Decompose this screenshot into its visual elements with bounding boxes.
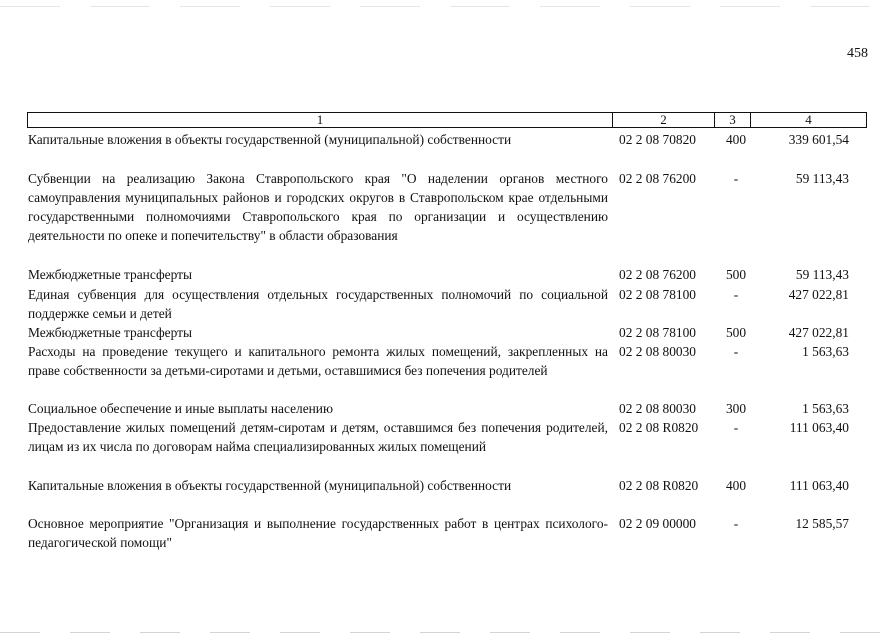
- table-header: [27, 112, 867, 128]
- row-description: Социальное обеспечение и иные выплаты населению: [28, 401, 333, 416]
- row-amount: 12 585,57: [795, 516, 849, 531]
- row-code: 02 2 08 76200: [619, 171, 696, 186]
- row-amount: 59 113,43: [795, 171, 849, 186]
- row-description: Предоставление жилых помещений детям-сиротам и детям, оставшимся без попечения родителей, лицам из их числа по договорам найма специализированных жилых помещений: [28, 420, 608, 454]
- row-description: Межбюджетные трансферты: [28, 267, 192, 282]
- row-expense-type: -: [733, 420, 739, 435]
- row-code: 02 2 08 70820: [619, 132, 696, 147]
- row-amount: 59 113,43: [795, 267, 849, 282]
- row-expense-type: 500: [725, 267, 747, 282]
- row-expense-type: -: [733, 344, 739, 359]
- header-col-1: 1: [316, 112, 324, 127]
- row-amount: 1 563,63: [802, 344, 849, 359]
- row-description: Основное мероприятие "Организация и выполнение государственных работ в центрах психолого-педагогической помощи": [28, 516, 608, 550]
- row-code: 02 2 09 00000: [619, 516, 696, 531]
- page-number: 458: [847, 46, 868, 61]
- row-expense-type: -: [733, 516, 739, 531]
- row-code: 02 2 08 76200: [619, 267, 696, 282]
- row-code: 02 2 08 80030: [619, 344, 696, 359]
- row-code: 02 2 08 78100: [619, 287, 696, 302]
- row-amount: 111 063,40: [789, 420, 849, 435]
- scan-artifact-top: [0, 6, 894, 7]
- header-col-2: 2: [612, 113, 714, 127]
- row-code: 02 2 08 80030: [619, 401, 696, 416]
- header-col-4: 4: [750, 113, 866, 127]
- row-expense-type: -: [733, 287, 739, 302]
- row-expense-type: 400: [725, 478, 747, 493]
- row-amount: 339 601,54: [788, 132, 849, 147]
- row-amount: 1 563,63: [802, 401, 849, 416]
- row-amount: 427 022,81: [788, 325, 849, 340]
- row-expense-type: -: [733, 171, 739, 186]
- row-expense-type: 400: [725, 132, 747, 147]
- row-code: 02 2 08 78100: [619, 325, 696, 340]
- row-expense-type: 300: [725, 401, 747, 416]
- row-amount: 111 063,40: [789, 478, 849, 493]
- row-description: Капитальные вложения в объекты государственной (муниципальной) собственности: [28, 478, 512, 493]
- row-description: Расходы на проведение текущего и капитального ремонта жилых помещений, закрепленных на праве собственности за детьми-сиротами и детьми, оставшимися без попечения родителей: [28, 344, 608, 378]
- row-description: Единая субвенция для осуществления отдельных государственных полномочий по социальной поддержке семьи и детей: [28, 287, 608, 321]
- row-code: 02 2 08 R0820: [619, 478, 699, 493]
- row-description: Капитальные вложения в объекты государственной (муниципальной) собственности: [28, 132, 512, 147]
- header-col-3: 3: [714, 113, 750, 127]
- row-description: Субвенции на реализацию Закона Ставропольского края "О наделении органов местного самоуправления муниципальных районов и городских округов в Ставропольском крае отдельными государственными полномочиями Ставропольского края по организации и осуществлению деятельности по опеке и попечительству" в области образования: [28, 171, 608, 243]
- row-amount: 427 022,81: [788, 287, 849, 302]
- scan-artifact-bottom: [0, 632, 894, 633]
- row-expense-type: 500: [725, 325, 747, 340]
- row-description: Межбюджетные трансферты: [28, 325, 192, 340]
- row-code: 02 2 08 R0820: [619, 420, 699, 435]
